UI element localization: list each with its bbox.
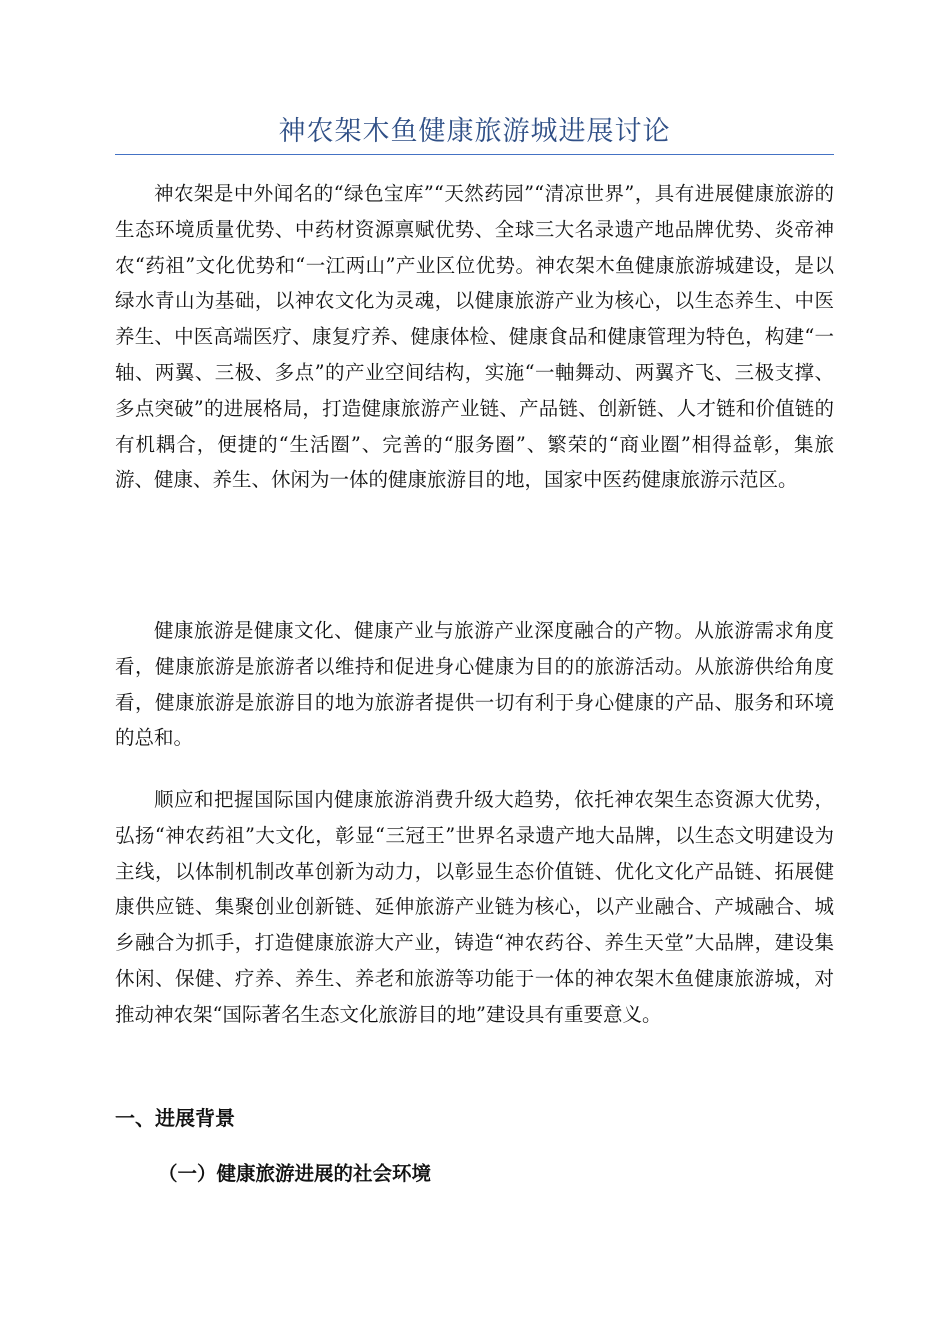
title-underline (115, 154, 834, 155)
section-heading: 一、进展背景 (115, 1106, 235, 1130)
subsection-heading: （一）健康旅游进展的社会环境 (158, 1162, 432, 1185)
body-paragraph-1: 神农架是中外闻名的“绿色宝库”“天然药园”“清凉世界”，具有进展健康旅游的生态环境质量优势、中药材资源禀赋优势、全球三大名录遗产地品牌优势、炎帝神农“药祖”文化优势和“一江两山”产业区位优势。神农架木鱼健康旅游城建设，是以绿水青山为基础，以神农文化为灵魂，以健康旅游产业为核心，以生态养生、中医养生、中医高端医疗、康复疗养、健康体检、健康食品和健康管理为特色，构建“一轴、两翼、三极、多点”的产业空间结构，实施“一軸舞动、两翼齐飞、三极支撑、多点突破”的进展格局，打造健康旅游产业链、产品链、创新链、人才链和价值链的有机耦合，便捷的“生活圈”、完善的“服务圈”、繁荣的“商业圈”相得益彰，集旅游、健康、养生、休闲为一体的健康旅游目的地，国家中医药健康旅游示范区。 (115, 182, 834, 492)
body-paragraph-2: 健康旅游是健康文化、健康产业与旅游产业深度融合的产物。从旅游需求角度看，健康旅游是旅游者以维持和促进身心健康为目的的旅游活动。从旅游供给角度看，健康旅游是旅游目的地为旅游者提供一切有利于身心健康的产品、服务和环境的总和。 (115, 619, 834, 750)
document-title: 神农架木鱼健康旅游城进展讨论 (278, 116, 671, 147)
body-paragraph-3: 顺应和把握国际国内健康旅游消费升级大趋势，依托神农架生态资源大优势，弘扬“神农药祖”大文化，彰显“三冠王”世界名录遗产地大品牌，以生态文明建设为主线，以体制机制改革创新为动力，以彰显生态价值链、优化文化产品链、拓展健康供应链、集聚创业创新链、延伸旅游产业链为核心，以产业融合、产城融合、城乡融合为抓手，打造健康旅游大产业，铸造“神农药谷、养生天堂”大品牌，建设集休闲、保健、疗养、养生、养老和旅游等功能于一体的神农架木鱼健康旅游城，对推动神农架“国际著名生态文化旅游目的地”建设具有重要意义。 (115, 788, 834, 1026)
